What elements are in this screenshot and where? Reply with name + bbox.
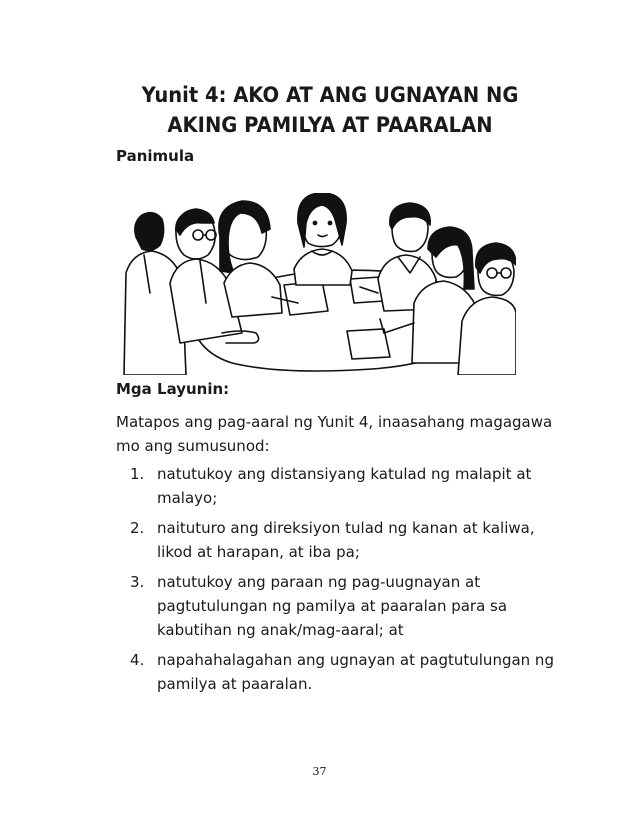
list-item-number: 2. bbox=[130, 519, 145, 537]
students-around-table-illustration bbox=[122, 193, 516, 375]
objectives-intro: Matapos ang pag-aaral ng Yunit 4, inaasahang magagawa mo ang sumusunod: bbox=[116, 413, 553, 455]
student-figure-icon bbox=[219, 201, 298, 317]
list-item bbox=[130, 648, 560, 696]
list-item-number: 1. bbox=[130, 465, 145, 483]
list-item bbox=[130, 462, 560, 510]
objectives-heading: Mga Layunin: bbox=[116, 380, 230, 398]
list-item-number: 3. bbox=[130, 573, 145, 591]
objectives-list bbox=[130, 462, 560, 702]
paper-sheet-icon bbox=[284, 281, 328, 315]
list-item-text: natutukoy ang distansiyang katulad ng malapit at malayo; bbox=[157, 465, 532, 507]
list-item bbox=[130, 516, 560, 564]
page-number: 37 bbox=[312, 765, 327, 778]
title-line-1: Yunit 4: AKO AT ANG UGNAYAN NG bbox=[141, 83, 519, 107]
list-item-text: napahahalagahan ang ugnayan at pagtutulungan ng pamilya at paaralan. bbox=[157, 651, 554, 693]
list-item-text: naituturo ang direksiyon tulad ng kanan at kaliwa, likod at harapan, at iba pa; bbox=[157, 519, 535, 561]
list-item-number: 4. bbox=[130, 651, 145, 669]
student-figure-icon bbox=[294, 193, 352, 285]
list-item bbox=[130, 570, 560, 642]
list-item-text: natutukoy ang paraan ng pag-uugnayan at pagtutulungan ng pamilya at paaralan para sa kabutihan ng anak/mag-aaral; at bbox=[157, 573, 508, 639]
intro-heading: Panimula bbox=[116, 147, 195, 165]
title-line-2: AKING PAMILYA AT PAARALAN bbox=[167, 113, 493, 137]
page-title bbox=[116, 80, 544, 140]
